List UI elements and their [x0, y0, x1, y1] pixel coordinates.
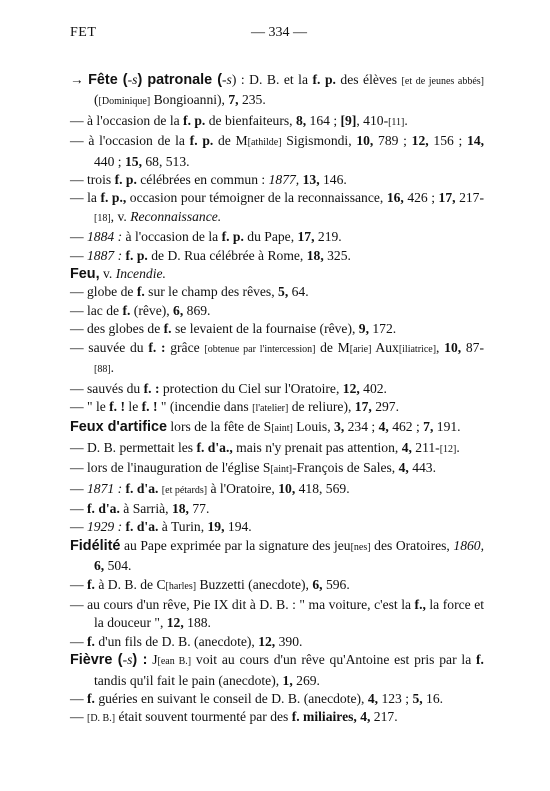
index-entry	[70, 651, 484, 690]
entry-text: —	[70, 480, 87, 496]
entry-text: — lors de l'inauguration de l'église S	[70, 460, 271, 476]
entry-text: 12,	[411, 133, 429, 149]
entry-text: ) :	[132, 652, 148, 669]
index-entry	[70, 112, 484, 132]
entry-text: f. p.	[312, 72, 336, 87]
page-header	[70, 24, 488, 42]
entry-text: 4,	[367, 691, 379, 706]
entry-text: 418, 569.	[295, 480, 350, 496]
entry-text: Sigismondi,	[281, 133, 357, 149]
entry-text: à l'Oratoire,	[207, 480, 279, 496]
entry-text: [iliatrice]	[398, 343, 437, 355]
entry-text: des Oratoires,	[370, 537, 454, 553]
entry-text: du Pape,	[243, 229, 298, 245]
entry-text: —	[70, 519, 87, 535]
entry-text: [aint]	[271, 423, 293, 435]
index-entry	[70, 537, 484, 576]
entry-text: 789 ;	[373, 133, 412, 149]
entry-text: —	[70, 229, 87, 245]
entry-text: — à l'occasion de la	[70, 112, 184, 128]
entry-text: 6,	[173, 302, 184, 318]
index-entry	[70, 690, 484, 708]
index-entry	[70, 596, 484, 633]
entry-text: se levaient de la fournaise (rêve),	[171, 321, 359, 337]
entry-text: (rêve),	[130, 302, 174, 318]
entry-text: [ean B.]	[157, 656, 192, 668]
entry-text: de reliure),	[288, 398, 355, 414]
entry-text: était souvent tourmenté par des	[115, 709, 292, 725]
entry-text: 10,	[278, 480, 296, 496]
entry-text: 426 ;	[403, 190, 439, 206]
entry-text: 869.	[183, 302, 211, 318]
index-entry	[70, 228, 484, 246]
entry-text: 191.	[433, 419, 461, 435]
entry-text: [18]	[94, 212, 111, 224]
entry-text: [et de jeunes abbés]	[401, 76, 485, 87]
entry-text: 4,	[398, 460, 409, 476]
entry-text: célébrées en commun :	[136, 172, 269, 188]
entry-text: f. d'a.	[125, 480, 159, 496]
entry-text: 7,	[423, 419, 434, 435]
entry-text: 10,	[356, 133, 374, 149]
entry-text: Aux	[371, 339, 399, 355]
entry-text: 5,	[278, 284, 289, 300]
entry-text: 18,	[171, 500, 189, 516]
page-number: — 334 —	[251, 25, 307, 40]
entry-text: [aint]	[270, 464, 293, 476]
index-entry	[70, 633, 484, 651]
entry-text: 194.	[224, 519, 252, 535]
entry-text: [l'atelier]	[252, 402, 289, 414]
entry-text: — sauvés du	[70, 380, 144, 396]
entry-text: — D. B. permettait les	[70, 439, 197, 455]
entry-text: f.	[163, 321, 172, 337]
entry-text: f. p.	[114, 172, 137, 188]
entry-text: .	[456, 439, 460, 455]
index-entry	[70, 171, 484, 189]
entry-text: — " le	[70, 398, 110, 414]
index-entry	[70, 500, 484, 518]
entry-text: →	[70, 72, 89, 87]
entry-text: —	[70, 709, 87, 725]
entry-text: f. d'a.,	[196, 439, 233, 455]
index-entry	[70, 302, 484, 320]
index-entry	[70, 398, 484, 418]
entry-text: — la	[70, 190, 101, 206]
entry-text: [9]	[340, 112, 357, 128]
entry-text: .	[110, 360, 115, 376]
entry-text: f. p.	[125, 247, 148, 263]
entry-text: f. miliaires,	[291, 709, 357, 725]
entry-text: f.	[87, 691, 95, 706]
entry-text: 269.	[292, 672, 320, 688]
entry-text: 4,	[360, 709, 371, 725]
entry-text: Buzzetti (anecdote),	[196, 576, 313, 592]
entry-text: à Turin,	[158, 519, 208, 535]
index-entry	[70, 708, 484, 728]
entry-text: ) patronale (	[137, 72, 223, 88]
entry-text: 172.	[368, 321, 397, 337]
entry-text: [et pétards]	[161, 484, 208, 496]
entry-text: 325.	[323, 247, 351, 263]
index-entry	[70, 380, 484, 398]
entry-text: — sauvée du	[70, 339, 149, 355]
entry-text: [harles]	[165, 580, 197, 592]
entry-text: protection du Ciel sur l'Oratoire,	[159, 380, 343, 396]
entry-text: f. p.	[189, 133, 214, 149]
entry-text: —	[70, 576, 87, 592]
entry-text: Feu,	[70, 266, 100, 283]
index-entry	[70, 439, 484, 459]
entry-text: f. :	[148, 339, 166, 355]
entry-text: — au cours d'un rêve, Pie IX dit à D. B. : " ma voiture, c'est la	[70, 596, 415, 612]
entry-text: 390.	[275, 633, 303, 649]
entry-text: le	[125, 398, 142, 414]
entry-text: 504.	[104, 558, 132, 574]
entry-text: 7,	[228, 92, 239, 108]
entry-text: J	[147, 652, 158, 668]
entry-text: 217-	[455, 190, 484, 206]
entry-text: 462 ;	[388, 419, 424, 435]
index-entry	[70, 480, 484, 500]
entry-text: 12,	[342, 380, 360, 396]
entry-text: de M	[315, 339, 350, 355]
entry-text: 1929 :	[87, 519, 123, 535]
entry-text: [Dominique]	[98, 96, 151, 108]
entry-text: -s	[127, 72, 138, 87]
entry-text: 217.	[370, 709, 398, 725]
entry-text: Incendie.	[115, 266, 166, 282]
entry-text: v.	[99, 266, 116, 282]
entry-text: guéries en suivant le conseil de D. B. (anecdote),	[94, 691, 368, 706]
entry-text: 1871 :	[87, 480, 123, 496]
index-entry	[70, 518, 484, 536]
entry-text: de D. Rua célébrée à Rome,	[147, 247, 307, 263]
entry-text: f. p.	[221, 229, 244, 245]
entry-text: f. !	[109, 398, 126, 414]
entry-text: 10,	[444, 339, 462, 355]
entry-text: de bienfaiteurs,	[205, 112, 296, 128]
entry-text: 16.	[422, 691, 444, 706]
entry-text: 1860,	[453, 537, 484, 553]
entry-text: 219.	[314, 229, 342, 245]
entry-text: [athilde]	[247, 137, 282, 149]
entry-text: Reconnaissance.	[130, 208, 222, 224]
entry-text: —	[70, 247, 87, 263]
entry-text: f.	[122, 302, 131, 318]
entry-text: [12]	[439, 443, 457, 455]
index-entries	[70, 71, 484, 729]
index-entry	[70, 132, 484, 171]
entry-text: 188.	[183, 615, 211, 631]
entry-text: Fièvre (	[70, 652, 123, 669]
entry-text: 1884 :	[87, 229, 123, 245]
entry-text: sur le champ des rêves,	[144, 284, 279, 300]
entry-text: 123 ;	[378, 691, 413, 706]
entry-text: f.	[87, 633, 95, 649]
entry-text: 596.	[322, 576, 350, 592]
entry-text: 9,	[358, 321, 369, 337]
entry-text: 13,	[302, 172, 320, 188]
entry-text: .	[404, 112, 408, 128]
entry-text: 156 ;	[428, 133, 468, 149]
entry-text: occasion pour témoigner de la reconnaissance,	[126, 190, 387, 206]
entry-text: 297.	[371, 398, 399, 414]
entry-text: —	[70, 691, 87, 706]
index-entry	[70, 576, 484, 596]
entry-text: f.	[476, 652, 484, 668]
entry-text: f.	[87, 576, 95, 592]
entry-text: Fidélité	[70, 537, 121, 554]
index-entry	[70, 265, 484, 283]
entry-text: Feux d'artifice	[70, 419, 167, 436]
entry-text: de M	[213, 133, 248, 149]
entry-text: " (incendie dans	[157, 398, 253, 414]
entry-text: 17,	[354, 398, 372, 414]
entry-text: 440 ;	[94, 153, 125, 169]
entry-text: 87-	[461, 339, 484, 355]
entry-text: f. d'a.	[87, 500, 120, 516]
entry-text: d'un fils de D. B. (anecdote),	[94, 633, 259, 649]
index-entry	[70, 339, 484, 380]
entry-text: f. !	[141, 398, 158, 414]
entry-text: tandis qu'il fait le pain (anecdote),	[94, 672, 283, 688]
entry-text: 211-	[411, 439, 440, 455]
entry-text: f. d'a.	[125, 519, 159, 535]
entry-text: 1,	[282, 672, 293, 688]
entry-text: à l'occasion de la	[122, 229, 222, 245]
entry-text: lors de la fête de S	[167, 419, 272, 435]
index-entry	[70, 283, 484, 301]
entry-text: —	[70, 633, 87, 649]
entry-text: ,	[436, 339, 445, 355]
entry-text: 68, 513.	[141, 153, 190, 169]
entry-text: f. :	[143, 380, 160, 396]
entry-text: 3,	[334, 419, 345, 435]
entry-text: 234 ;	[344, 419, 379, 435]
entry-text: 402.	[359, 380, 387, 396]
entry-text: 1877,	[268, 172, 300, 188]
entry-text: des élèves	[335, 72, 402, 87]
entry-text: — des globes de	[70, 321, 164, 337]
entry-text: 12,	[258, 633, 276, 649]
entry-text: 16,	[386, 190, 404, 206]
entry-text: 17,	[297, 229, 315, 245]
entry-text: [D. B.]	[87, 713, 116, 725]
entry-text: -s	[122, 652, 133, 668]
entry-text: 18,	[306, 247, 324, 263]
entry-text: -s	[222, 72, 232, 87]
entry-text: f.	[136, 284, 145, 300]
entry-text: mais n'y prenait pas attention,	[232, 439, 402, 455]
entry-text: ) : D. B. et la	[231, 72, 313, 87]
entry-text: 164 ;	[306, 112, 341, 128]
entry-text: 4,	[401, 439, 412, 455]
entry-text: au Pape exprimée par la signature des jeu	[120, 537, 351, 553]
running-head: FET	[70, 25, 97, 40]
entry-text: grâce	[165, 339, 205, 355]
entry-text: Louis,	[292, 419, 335, 435]
index-entry	[70, 247, 484, 265]
entry-text: Bongioanni),	[150, 92, 229, 108]
entry-text: 6,	[94, 558, 105, 574]
entry-text: 1887 :	[87, 247, 123, 263]
entry-text: à D. B. de C	[94, 576, 166, 592]
entry-text: — trois	[70, 172, 115, 188]
entry-text: 15,	[124, 153, 142, 169]
entry-text: à Sarrià,	[119, 500, 172, 516]
entry-text: f. p.	[183, 112, 206, 128]
entry-text: 4,	[378, 419, 389, 435]
entry-text: [arie]	[349, 343, 372, 355]
index-entry	[70, 320, 484, 338]
entry-text: 64.	[288, 284, 309, 300]
entry-text: 77.	[188, 500, 210, 516]
entry-text: 17,	[438, 190, 456, 206]
entry-text: —	[70, 500, 87, 516]
entry-text: 5,	[412, 691, 423, 706]
index-entry	[70, 71, 484, 112]
entry-text: f. p.,	[100, 190, 127, 206]
entry-text: voit au cours d'un rêve qu'Antoine est pris par la	[191, 652, 477, 668]
entry-text: [obtenue par l'intercession]	[204, 343, 316, 355]
entry-text: [11]	[388, 116, 405, 128]
entry-text: 443.	[408, 460, 436, 476]
entry-text: f.,	[414, 596, 426, 612]
entry-text: 19,	[207, 519, 225, 535]
entry-text: , v.	[110, 208, 131, 224]
entry-text: , 410-	[356, 112, 389, 128]
entry-text: — lac de	[70, 302, 123, 318]
entry-text: -François de Sales,	[292, 460, 399, 476]
entry-text: 6,	[312, 576, 323, 592]
entry-text: 14,	[467, 133, 485, 149]
entry-text: 235.	[238, 92, 266, 108]
entry-text: [nes]	[350, 541, 371, 553]
entry-text: — globe de	[70, 284, 137, 300]
index-entry	[70, 459, 484, 479]
entry-text: (	[94, 92, 99, 108]
index-entry	[70, 189, 484, 228]
entry-text: 146.	[319, 172, 347, 188]
entry-text: Fête (	[88, 72, 128, 88]
entry-text: — à l'occasion de la	[70, 133, 190, 149]
entry-text: [88]	[94, 364, 111, 376]
entry-text: la force et la douceur ",	[94, 596, 485, 631]
index-entry	[70, 418, 484, 438]
entry-text: 8,	[295, 112, 307, 128]
entry-text: 12,	[166, 615, 184, 631]
